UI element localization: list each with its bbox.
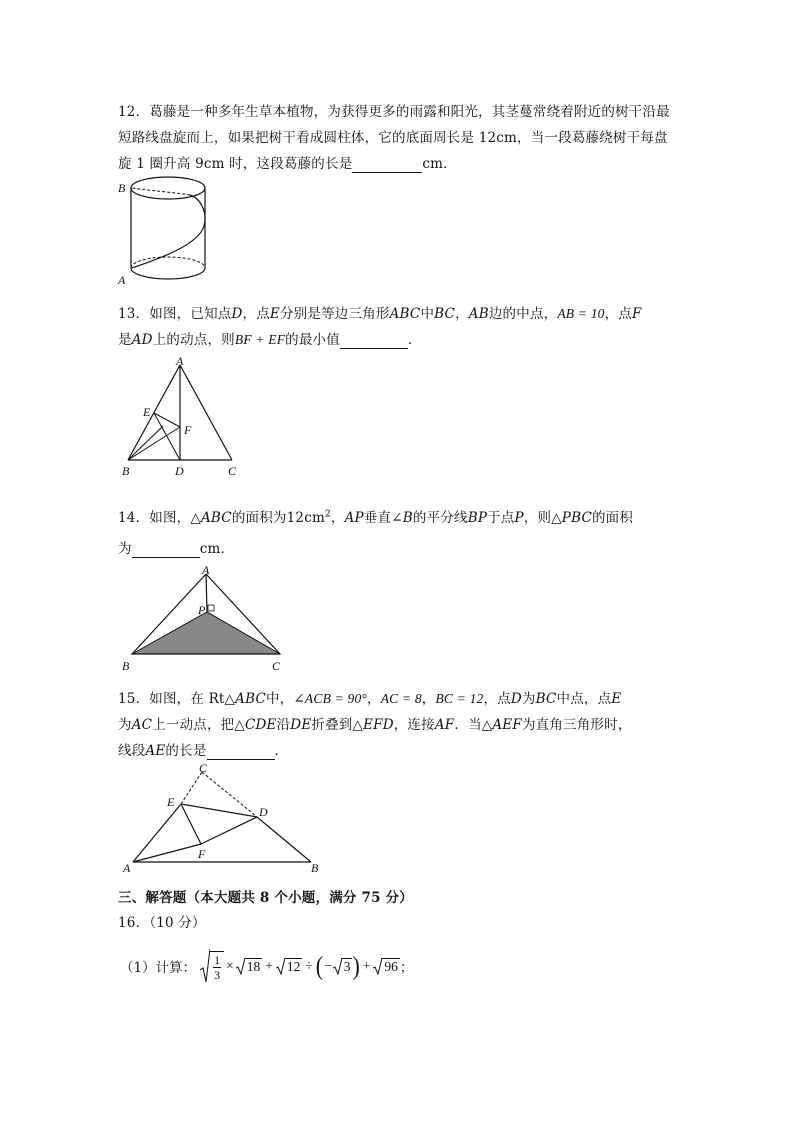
label-a: A bbox=[123, 861, 131, 874]
label-b: B bbox=[122, 464, 130, 478]
radical-sign-icon bbox=[333, 957, 342, 975]
sqrt-3: 3 bbox=[333, 957, 353, 975]
folded-triangle-figure bbox=[115, 762, 330, 874]
label-b: B bbox=[311, 861, 319, 874]
label-d: D bbox=[259, 805, 268, 819]
section-heading: 三、解答题（本大题共 8 个小题，满分 75 分） bbox=[118, 890, 413, 906]
label-a: A bbox=[202, 563, 210, 577]
label-b: B bbox=[118, 181, 126, 195]
answer-blank bbox=[340, 332, 408, 349]
q14-line-2: 为 cm． bbox=[118, 541, 235, 557]
radical-sign-icon bbox=[276, 957, 285, 975]
label-c: C bbox=[272, 659, 281, 673]
answer-blank bbox=[132, 541, 200, 558]
sqrt-fraction: 1 3 bbox=[200, 948, 224, 984]
answer-blank bbox=[352, 156, 422, 173]
sqrt-96: 96 bbox=[373, 957, 400, 975]
q12-line-3: 旋 1 圈升高 9cm 时，这段葛藤的长是 cm． bbox=[118, 156, 457, 172]
label-a: A bbox=[118, 273, 126, 287]
q16-part1: （1）计算： 1 3 × 18 + 12 ÷ ( − 3 ) + 96 ； bbox=[120, 946, 413, 986]
label-a: A bbox=[176, 355, 184, 368]
cylinder-figure bbox=[110, 168, 220, 290]
label-f: F bbox=[198, 847, 206, 861]
q14-line-1: 14．如图，△ABC的面积为$12cm^2$，AP垂直∠B的平分线BP于点P，则△PBC的面积 bbox=[118, 509, 634, 526]
q13-line-1: 13．如图，已知点D，点E分别是等边三角形ABC中BC，AB边的中点，AB = 10，点F bbox=[118, 306, 642, 322]
label-e: E bbox=[143, 405, 151, 419]
label-p: P bbox=[198, 603, 206, 617]
q12-line-2: 短路线盘旋而上，如果把树干看成圆柱体，它的底面周长是 12cm，当一段葛藤绕树干每盘 bbox=[118, 130, 668, 146]
q13-line-2: 是AD上的动点，则BF + EF的最小值 ． bbox=[118, 332, 422, 348]
label-c: C bbox=[199, 762, 208, 775]
q16-header: 16．（10 分） bbox=[118, 915, 206, 931]
q15-line-2: 为AC上一动点，把△CDE沿DE折叠到△EFD，连接AF．当△AEF为直角三角形时， bbox=[118, 717, 632, 733]
triangle-pbc-figure bbox=[112, 562, 292, 674]
radical-sign-icon bbox=[373, 957, 382, 975]
sqrt-18: 18 bbox=[236, 957, 263, 975]
q15-line-3: 线段AE的长是 ． bbox=[118, 743, 289, 759]
radical-sign-icon bbox=[200, 948, 210, 984]
part-label: （1）计算： bbox=[120, 960, 197, 976]
label-b: B bbox=[122, 659, 130, 673]
label-f: F bbox=[184, 423, 192, 437]
answer-blank bbox=[207, 743, 275, 760]
label-c: C bbox=[228, 464, 237, 478]
equilateral-triangle-figure bbox=[110, 355, 250, 483]
q15-line-1: 15．如图，在 Rt△ABC中，∠ACB = 90°，AC = 8，BC = 12，点D为BC中点，点E bbox=[118, 691, 622, 707]
q12-line-1: 12．葛藤是一种多年生草本植物，为获得更多的雨露和阳光，其茎蔓常绕着附近的树干沿最 bbox=[118, 104, 670, 120]
label-d: D bbox=[175, 464, 184, 478]
sqrt-12: 12 bbox=[276, 957, 303, 975]
radical-sign-icon bbox=[236, 957, 245, 975]
label-e: E bbox=[167, 795, 175, 809]
